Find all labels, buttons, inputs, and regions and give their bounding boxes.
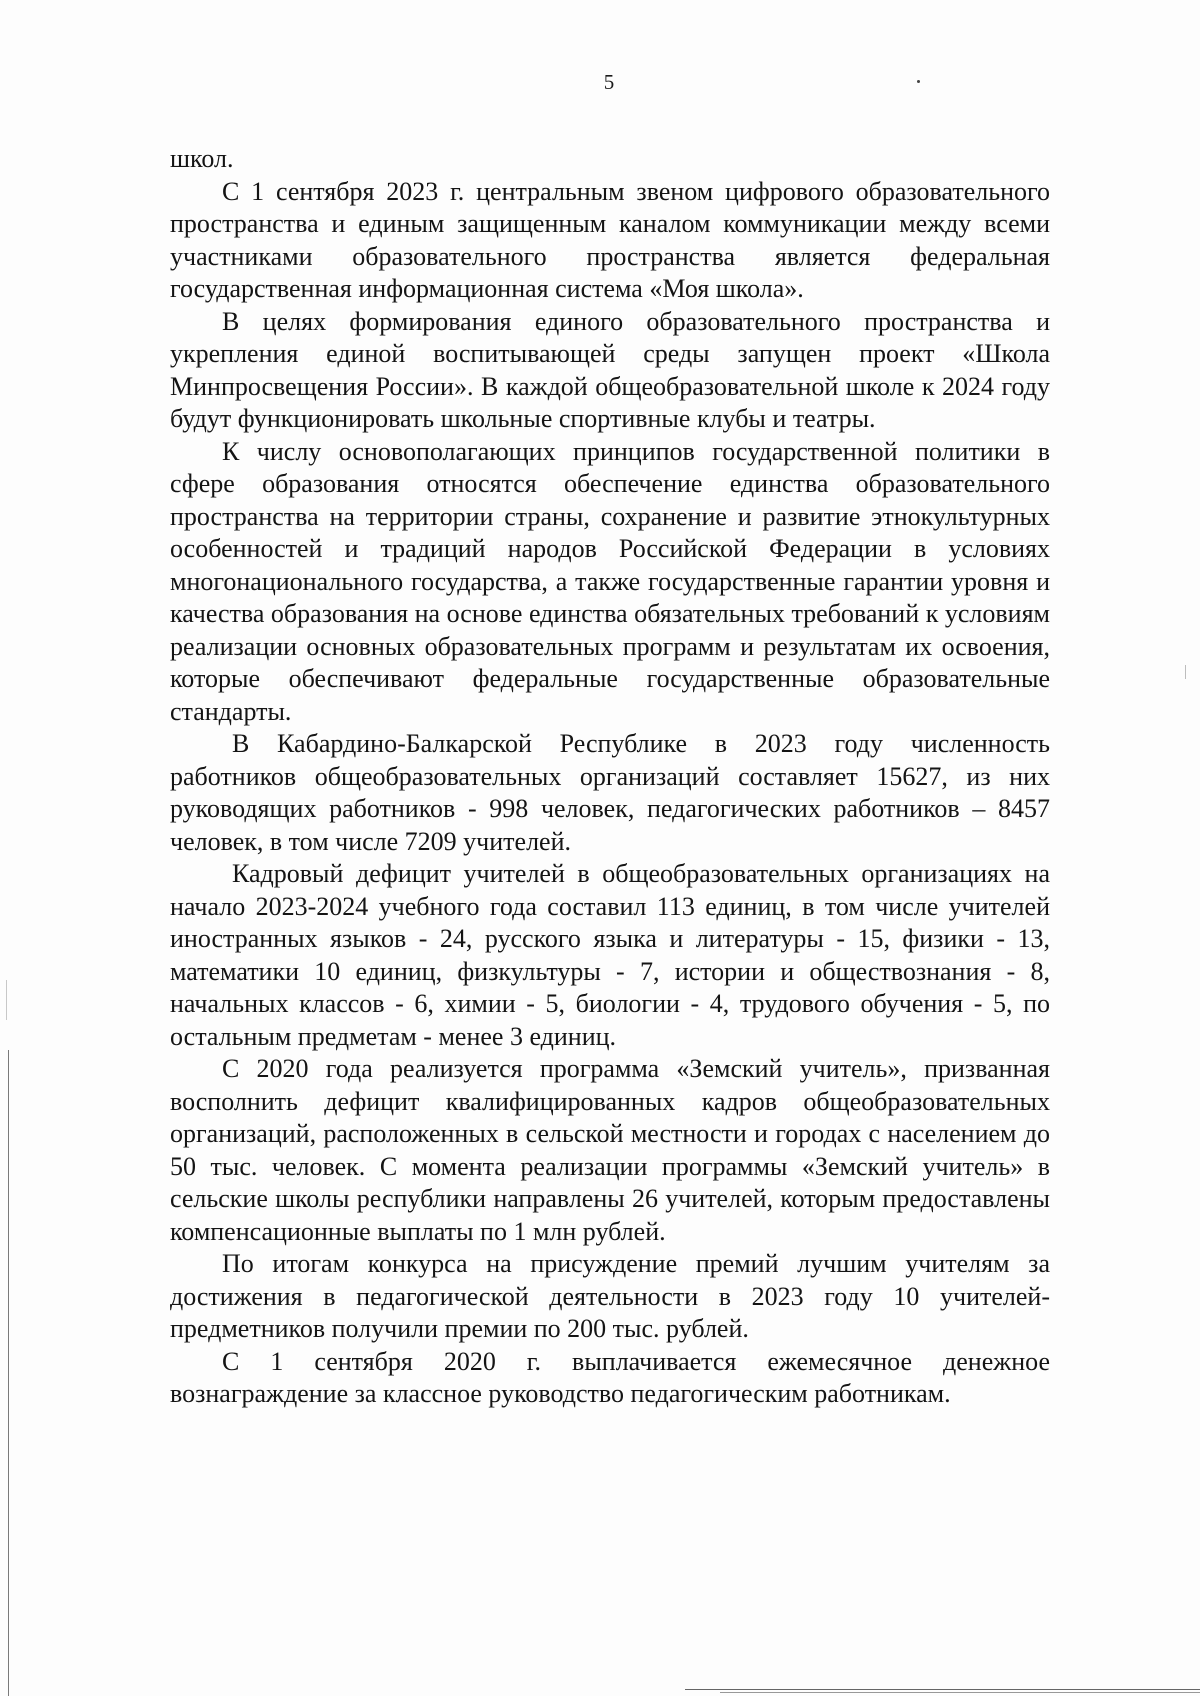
- document-body: [170, 143, 1050, 1411]
- paragraph-moya-shkola: С 1 сентября 2023 г. центральным звеном цифрового образовательного пространства и единым защищенным каналом коммуникации между всеми участниками образовательного пространства является федеральная государственная информационная система «Моя школа».: [170, 176, 1050, 303]
- scan-edge-line: [8, 1050, 9, 1696]
- scan-speck: [917, 80, 920, 83]
- paragraph-zemsky-teacher: С 2020 года реализуется программа «Земский учитель», призванная восполнить дефицит квалифицированных кадров общеобразовательных организаций, расположенных в сельской местности и городах с населением до 50 тыс. человек. С момента реализации программы «Земский учитель» в сельские школы республики направлены 26 учителей, которым предоставлены компенсационные выплаты по 1 млн рублей.: [170, 1054, 1050, 1246]
- paragraph-continuation: школ.: [170, 144, 234, 173]
- scan-right-mark: [1185, 665, 1186, 679]
- paragraph-teacher-deficit: Кадровый дефицит учителей в общеобразовательных организациях на начало 2023-2024 учебного года составил 113 единиц, в том числе учителей иностранных языков - 24, русского языка и литературы - 15, физики - 13, математики 10 единиц, физкультуры - 7, истории и обществознания - 8, начальных классов - 6, химии - 5, биологии - 4, трудового обучения - 5, по остальным предметам - менее 3 единиц.: [170, 859, 1050, 1051]
- paragraph-class-supervision: С 1 сентября 2020 г. выплачивается ежемесячное денежное вознаграждение за классное руководство педагогическим работникам.: [170, 1346, 1050, 1408]
- paragraph-teacher-awards: По итогам конкурса на присуждение премий лучшим учителям за достижения в педагогической деятельности в 2023 году 10 учителей-предметников получили премии по 200 тыс. рублей.: [170, 1249, 1050, 1343]
- scan-bottom-line: [685, 1689, 1200, 1690]
- page-number: 5: [603, 70, 615, 94]
- paragraph-school-project: В целях формирования единого образовательного пространства и укрепления единой воспитывающей среды запущен проект «Школа Минпросвещения России». В каждой общеобразовательной школе к 2024 году будут функционировать школьные спортивные клубы и театры.: [170, 306, 1050, 433]
- paragraph-state-policy: К числу основополагающих принципов государственной политики в сфере образования относятся обеспечение единства образовательного пространства на территории страны, сохранение и развитие этнокультурных особенностей и традиций народов Российской Федерации в условиях многонационального государства, а также государственные гарантии уровня и качества образования на основе единства обязательных требований к условиям реализации основных образовательных программ и результатам их освоения, которые обеспечивают федеральные государственные образовательные стандарты.: [170, 436, 1050, 726]
- paragraph-staff-count: В Кабардино-Балкарской Республике в 2023 году численность работников общеобразовательных организаций составляет 15627, из них руководящих работников - 998 человек, педагогических работников – 8457 человек, в том числе 7209 учителей.: [170, 729, 1050, 856]
- scan-edge-mark: [6, 980, 7, 1020]
- scan-bottom-line-secondary: [720, 1692, 1200, 1693]
